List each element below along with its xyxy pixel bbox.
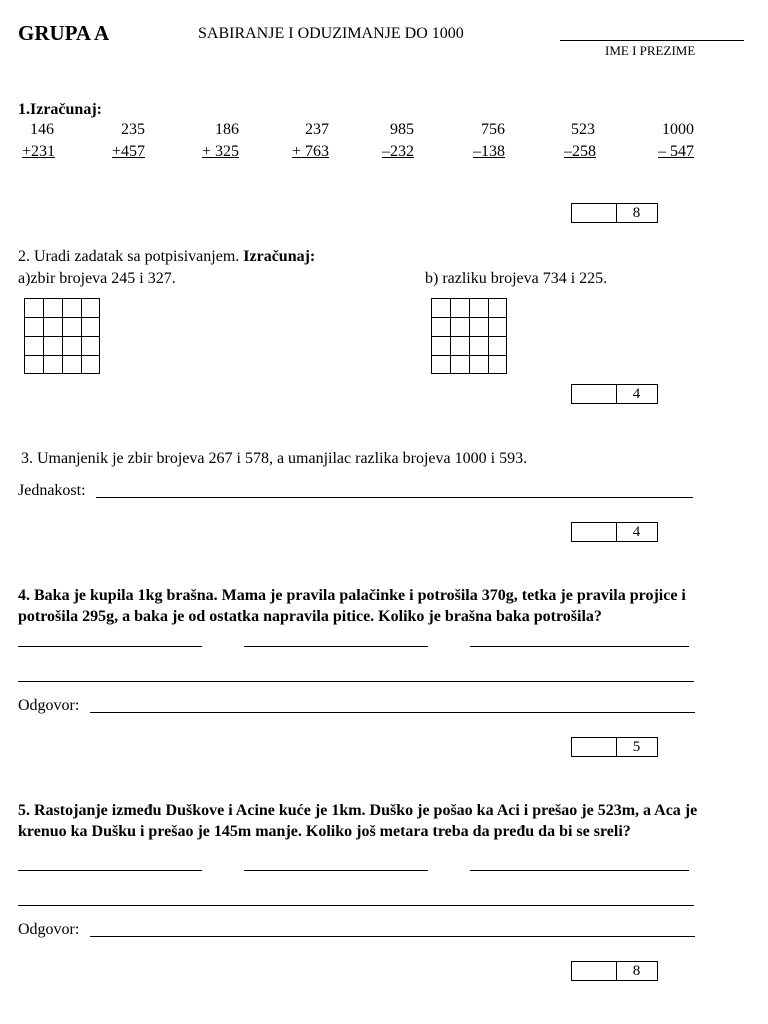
problem5-top: 985 [390, 121, 414, 138]
task2-part-a: a)zbir brojeva 245 i 327. [18, 270, 176, 287]
problem4-bottom: + 763 [291, 143, 329, 160]
task2-score-box[interactable] [571, 384, 658, 404]
task4-max-points: 5 [632, 739, 641, 755]
task4-text-line1: 4. Baka je kupila 1kg brašna. Mama je pravila palačinke i potrošila 370g, tetka je pravila projice i [18, 587, 686, 604]
problem5-bottom: –232 [382, 143, 414, 160]
name-line[interactable] [560, 40, 744, 41]
problem6-top: 756 [481, 121, 505, 138]
task2-max-points: 4 [632, 386, 641, 402]
name-label: IME I PREZIME [605, 43, 696, 58]
task5-work-line-1[interactable] [18, 870, 202, 871]
task5-work-line-3[interactable] [470, 870, 689, 871]
task4-work-line-1[interactable] [18, 646, 202, 647]
group-label: GRUPA A [18, 21, 110, 45]
task2-score-blank[interactable] [572, 385, 617, 403]
task1-label: 1.Izračunaj: [18, 101, 102, 118]
problem2-bottom: +457 [111, 143, 145, 160]
task2-instruction-bold: Izračunaj: [243, 248, 316, 265]
problem3-top: 186 [215, 121, 239, 138]
task3-score-blank[interactable] [572, 523, 617, 541]
worksheet-title: SABIRANJE I ODUZIMANJE DO 1000 [198, 25, 464, 42]
task5-answer-label: Odgovor: [18, 921, 80, 938]
task3-equation-line[interactable] [96, 497, 693, 498]
task2-instruction: 2. Uradi zadatak sa potpisivanjem. [18, 248, 240, 265]
task3-equation-label: Jednakost: [18, 482, 86, 499]
task4-work-line-4[interactable] [18, 681, 694, 682]
task3-score-box[interactable] [571, 522, 658, 542]
problem1-top: 146 [30, 121, 54, 138]
task5-work-line-2[interactable] [244, 870, 428, 871]
task3-text: 3. Umanjenik je zbir brojeva 267 i 578, a umanjilac razlika brojeva 1000 i 593. [21, 450, 528, 467]
problem2-top: 235 [121, 121, 145, 138]
task2-label [18, 248, 315, 266]
task4-score-blank[interactable] [572, 738, 617, 756]
problem6-bottom: –138 [473, 143, 505, 160]
task2-part-b: b) razliku brojeva 734 i 225. [425, 270, 608, 287]
task4-text-line2: potrošila 295g, a baka je od ostatka napravila pitice. Koliko je brašna baka potrošila? [18, 608, 602, 625]
task2-grid-a[interactable] [24, 298, 100, 374]
task4-work-line-2[interactable] [244, 646, 428, 647]
problem8-bottom: – 547 [658, 143, 694, 160]
task5-text-line1: 5. Rastojanje između Duškove i Acine kuće je 1km. Duško je pošao ka Aci i prešao je 523m, a Aca je [18, 802, 698, 819]
problem7-bottom: –258 [564, 143, 596, 160]
problem7-top: 523 [571, 121, 595, 138]
task5-score-blank[interactable] [572, 962, 617, 980]
task5-score-box[interactable] [571, 961, 658, 981]
task4-answer-line[interactable] [90, 712, 695, 713]
task4-answer-label: Odgovor: [18, 697, 80, 714]
task1-score-box[interactable] [571, 203, 658, 223]
task5-work-line-4[interactable] [18, 905, 694, 906]
task1-score-blank[interactable] [572, 204, 617, 222]
task5-answer-line[interactable] [90, 936, 695, 937]
task4-work-line-3[interactable] [470, 646, 689, 647]
task5-max-points: 8 [632, 963, 641, 979]
problem4-top: 237 [305, 121, 329, 138]
task1-max-points: 8 [632, 205, 641, 221]
task2-grid-b[interactable] [431, 298, 507, 374]
problem3-bottom: + 325 [201, 143, 239, 160]
task3-max-points: 4 [632, 524, 641, 540]
task5-text-line2: krenuo ka Dušku i prešao je 145m manje. Koliko još metara treba da pređu da bi se sreli? [18, 823, 631, 840]
problem8-top: 1000 [662, 121, 694, 138]
problem1-bottom: +231 [21, 143, 55, 160]
task4-score-box[interactable] [571, 737, 658, 757]
